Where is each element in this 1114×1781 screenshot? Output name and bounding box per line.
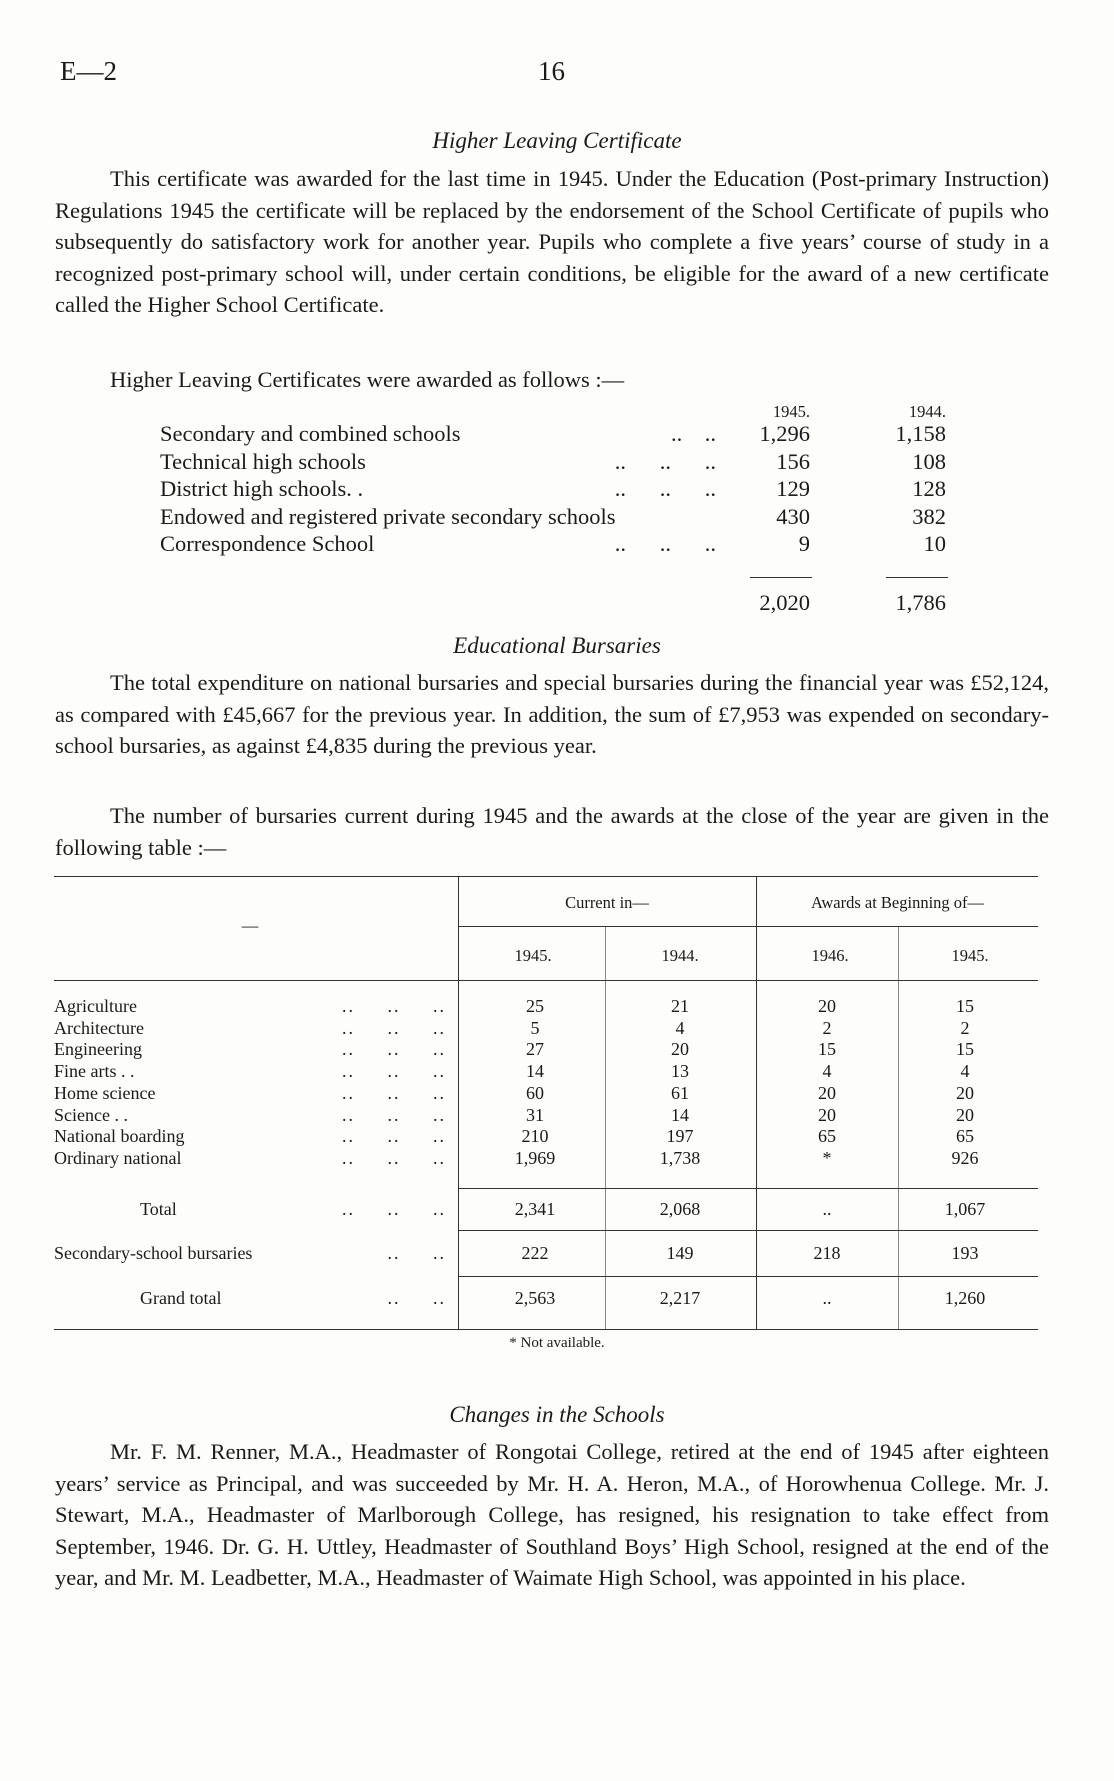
table-col-current-1944: 1944. [661,946,699,965]
hlc-col-1944: 1944. [908,402,946,421]
row-dots: .. .. .. [342,996,446,1016]
hlc-row-dots: .. .. .. [614,448,716,474]
table-rule-before-total [459,1188,1038,1189]
table-group-current: Current in— [565,893,649,912]
table-group-rule [459,926,1038,927]
row-label: Fine arts . . [54,1061,135,1082]
hlc-row-label: Secondary and combined schools [160,421,461,446]
table-row [0,1061,1114,1083]
row-dots: .. .. .. [342,1082,446,1103]
row-dots: .. .. .. [342,1039,446,1060]
row-label: Home science [54,1082,156,1103]
table-cell: 1,738 [659,1147,701,1168]
paragraph-bursaries-2: The number of bursaries current during 1945 and the awards at the close of the year are given in the following table :— [55,803,1049,860]
hlc-intro: Higher Leaving Certificates were awarded as follows :— [110,367,625,392]
table-cell: 210 [521,1126,549,1147]
table-cell: 2,068 [659,1199,701,1219]
table-top-rule [54,876,1038,877]
table-cell: .. [822,1199,832,1219]
paragraph-bursaries-1: The total expenditure on national bursaries and special bursaries during the financial year was £52,124, as compared with £45,667 for the previous year. In addition, the sum of £7,953 was expended on secondary-school bursaries, as against £4,835 during the previous year. [55,670,1049,758]
hlc-value-1944: 382 [912,503,946,529]
table-row [0,1083,1114,1105]
table-cell: 13 [671,1061,689,1082]
hlc-value-1945: 156 [776,448,810,474]
table-col-current-1945: 1945. [514,946,552,965]
row-dots: .. .. .. [342,1126,446,1147]
hlc-sum-rule-1944 [886,577,948,578]
table-cell: 4 [960,1061,970,1082]
table-col-awards-1946: 1946. [811,946,849,965]
row-dots: .. .. [387,1243,446,1263]
row-label: National boarding [54,1126,185,1147]
hlc-total-1945: 2,020 [759,590,810,615]
table-cell: 31 [526,1104,544,1125]
row-label: Architecture [54,1017,144,1038]
table-cell: 61 [671,1082,689,1103]
row-dots: .. .. .. [342,1061,446,1082]
section-code: E—2 [60,56,117,86]
table-cell: 20 [818,1104,836,1125]
hlc-value-1945: 1,296 [759,421,810,446]
table-row [0,996,1114,1018]
table-cell: 193 [951,1243,979,1263]
table-head-rule [54,980,1038,981]
page-number: 16 [538,56,565,86]
secondary-label: Secondary-school bursaries [54,1243,253,1263]
table-bottom-rule [54,1329,1038,1330]
hlc-row-label: Technical high schools [160,448,366,474]
table-stub-head: — [241,916,259,935]
table-cell: 14 [671,1104,689,1125]
table-cell: 21 [671,996,689,1016]
table-cell: 2 [960,1017,970,1038]
hlc-value-1945: 129 [776,476,810,501]
table-cell: 14 [526,1061,544,1082]
hlc-row-dots: .. .. .. [614,531,716,556]
table-cell: * [822,1147,832,1168]
row-dots: .. .. .. [342,1104,446,1125]
table-cell: 2,217 [659,1288,701,1308]
table-cell: 15 [956,996,974,1016]
paragraph-higher-leaving: This certificate was awarded for the last time in 1945. Under the Education (Post-primary Instruction) Regulations 1945 the certificate will be replaced by the endorsement of the School Certificate of pupils who subsequently do satisfactory work for another year. Pupils who complete a five years’ course of study in a recognized post-primary school will, under certain conditions, be eligible for the award of a new certificate called the Higher School Certificate. [55,166,1049,317]
hlc-value-1945: 430 [776,503,810,529]
table-col-awards-1945: 1945. [951,946,989,965]
table-cell: 15 [818,1039,836,1060]
table-cell: 20 [818,1082,836,1103]
table-row [0,1148,1114,1170]
table-cell: 20 [818,996,836,1016]
row-dots: .. .. .. [342,1017,446,1038]
table-cell: 60 [526,1082,544,1103]
table-cell: 27 [526,1039,544,1060]
table-row [0,1243,1114,1265]
table-cell: 65 [818,1126,836,1147]
table-cell: 222 [521,1243,549,1263]
hlc-row [0,476,1114,504]
table-rule-after-total [459,1230,1038,1231]
row-label: Agriculture [54,996,137,1016]
heading-higher-leaving: Higher Leaving Certificate [432,128,682,153]
table-cell: 5 [530,1017,540,1038]
table-cell: 4 [675,1017,685,1038]
table-cell: 4 [822,1061,832,1082]
total-label: Total [140,1199,177,1219]
hlc-row-dots: .. .. [671,421,716,446]
table-cell: 149 [666,1243,694,1263]
table-cell: 2 [822,1017,832,1038]
hlc-row-label: Correspondence School [160,531,375,556]
hlc-value-1945: 9 [798,531,810,556]
hlc-value-1944: 10 [923,531,946,556]
row-dots: .. .. .. [342,1199,446,1219]
hlc-value-1944: 1,158 [895,421,946,446]
table-cell: 926 [951,1147,979,1168]
table-row [0,1199,1114,1221]
row-label: Science . . [54,1104,128,1125]
table-cell: 20 [956,1104,974,1125]
hlc-row [0,421,1114,449]
hlc-row [0,504,1114,532]
hlc-row-label: Endowed and registered private secondary schools [160,503,616,529]
hlc-value-1944: 128 [912,476,946,501]
hlc-row [0,449,1114,477]
table-row [0,1126,1114,1148]
hlc-col-1945: 1945. [772,402,810,421]
row-dots: .. .. .. [342,1147,446,1168]
table-row [0,1288,1114,1310]
table-row [0,1039,1114,1061]
table-cell: 20 [671,1039,689,1060]
heading-bursaries: Educational Bursaries [453,633,661,658]
hlc-row-dots: .. .. .. [614,476,716,501]
table-group-awards: Awards at Beginning of— [810,893,985,912]
table-cell: 2,341 [514,1199,556,1219]
table-cell: 15 [956,1039,974,1060]
table-footnote: * Not available. [509,1335,605,1351]
hlc-sum-rule-1945 [750,577,812,578]
table-cell: 1,067 [944,1199,986,1219]
hlc-total-1944: 1,786 [895,590,946,615]
table-cell: 2,563 [514,1288,556,1308]
grand-total-label: Grand total [140,1288,222,1308]
paragraph-changes: Mr. F. M. Renner, M.A., Headmaster of Rongotai College, retired at the end of 1945 after eighteen years’ service as Principal, and was succeeded by Mr. H. A. Heron, M.A., of Horowhenua College. Mr. J. Stewart, M.A., Headmaster of Marlborough College, has resigned, his resignation to take effect from September, 1946. Dr. G. H. Uttley, Headmaster of Southland Boys’ High School, resigned at the end of the year, and Mr. M. Leadbetter, M.A., Headmaster of Waimate High School, was appointed in his place. [55,1439,1049,1590]
table-cell: 20 [956,1082,974,1103]
hlc-row [0,531,1114,559]
table-cell: 25 [526,996,544,1016]
table-cell: .. [822,1288,832,1308]
table-row [0,1018,1114,1040]
table-cell: 1,969 [514,1147,556,1168]
hlc-value-1944: 108 [912,448,946,474]
table-row [0,1105,1114,1127]
hlc-row-label: District high schools. . [160,476,364,501]
table-rule-before-grand [459,1276,1038,1277]
table-cell: 218 [813,1243,841,1263]
heading-changes: Changes in the Schools [449,1402,665,1427]
row-label: Ordinary national [54,1147,182,1168]
table-cell: 1,260 [944,1288,986,1308]
table-cell: 65 [956,1126,974,1147]
row-label: Engineering [54,1039,142,1060]
table-cell: 197 [666,1126,694,1147]
row-dots: .. .. [387,1288,446,1308]
